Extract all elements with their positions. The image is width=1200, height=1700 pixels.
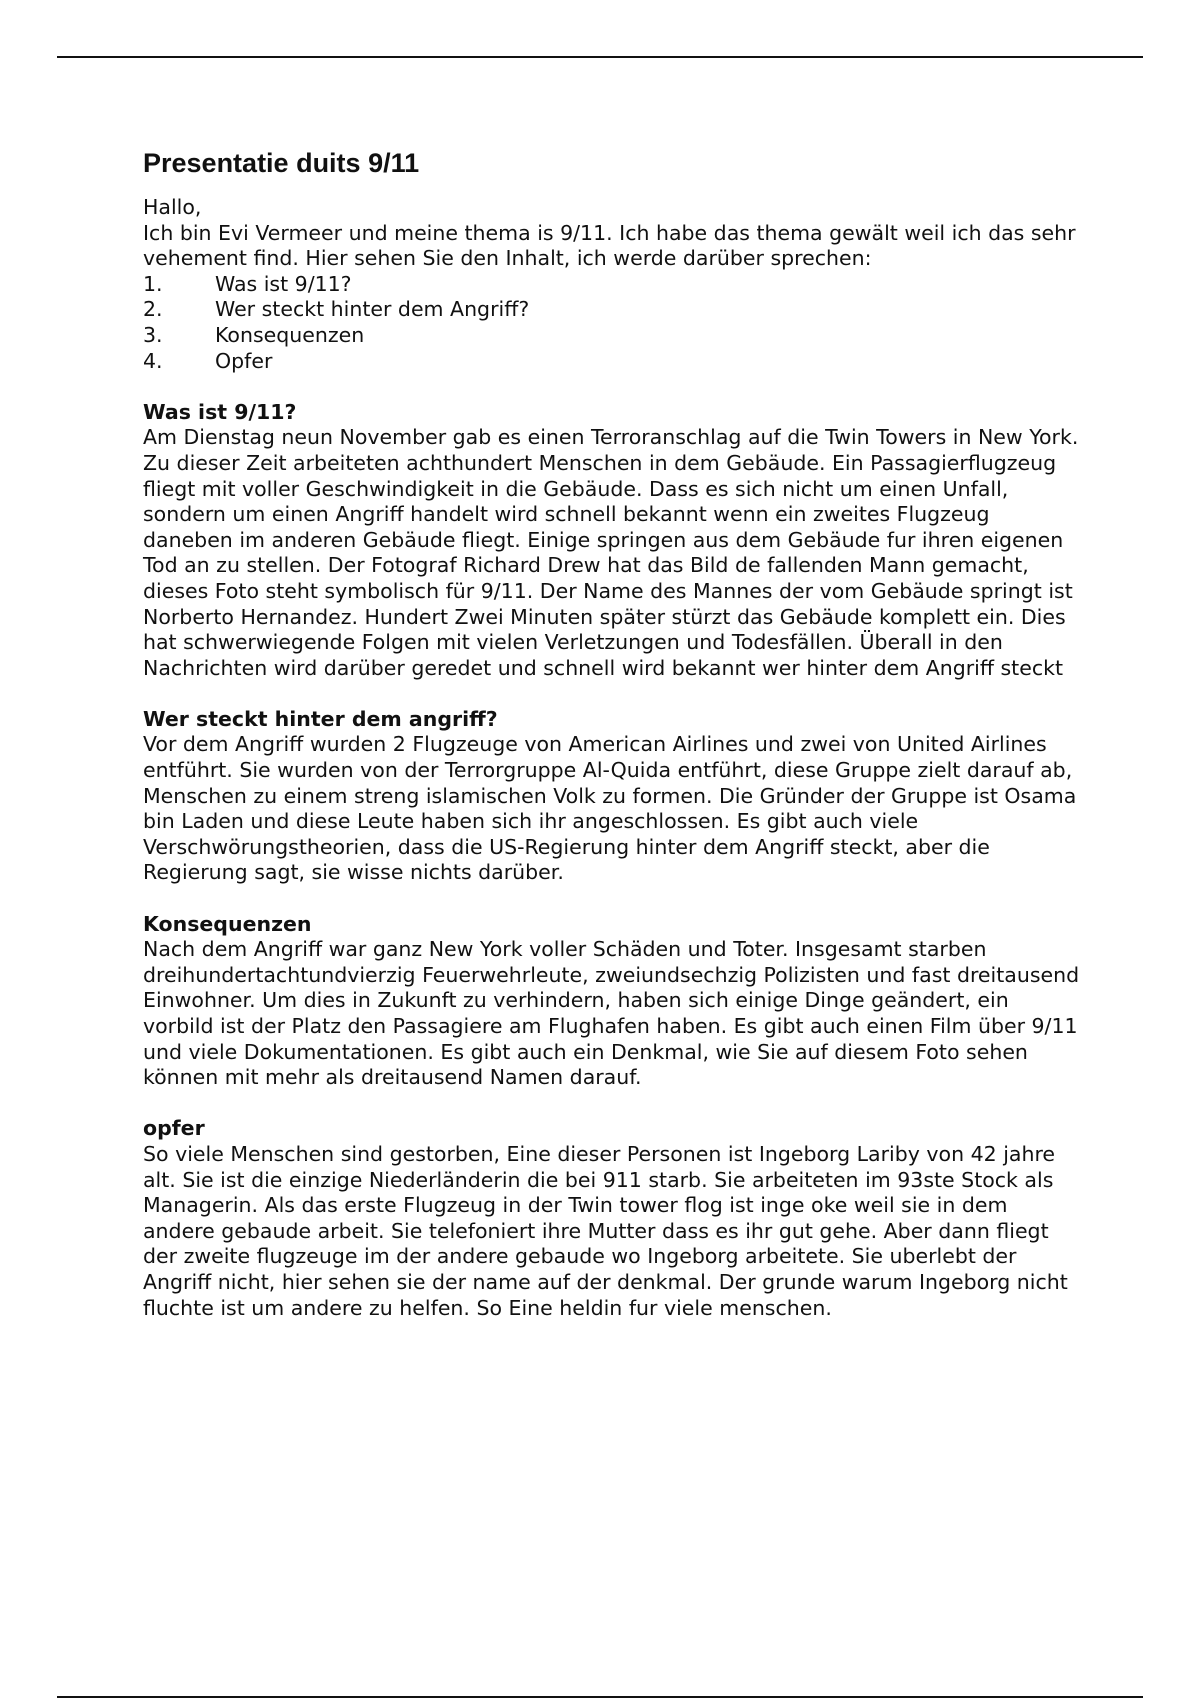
section-wer-steckt-dahinter — [143, 707, 1083, 886]
intro-paragraph: Ich bin Evi Vermeer und meine thema is 9/11. Ich habe das thema gewält weil ich das sehr vehement find. Hier sehen Sie den Inhalt, ich werde darüber sprechen: — [143, 220, 1076, 271]
footer-rule — [57, 1696, 1143, 1698]
list-text: Was ist 9/11? — [215, 271, 352, 296]
section-heading: opfer — [143, 1116, 205, 1141]
list-text: Opfer — [215, 348, 273, 373]
list-item — [143, 297, 1083, 323]
section-paragraph: So viele Menschen sind gestorben, Eine dieser Personen ist Ingeborg Lariby von 42 jahre alt. Sie ist die einzige Niederländerin die bei 911 starb. Sie arbeiteten im 93ste Stock als Managerin. Als das erste Flugzeug in der Twin tower flog ist inge oke weil sie in dem andere gebaude arbeit. Sie telefoniert ihre Mutter dass es ihr gut gehe. Aber dann fliegt der zweite flugzeuge im der andere gebaude wo Ingeborg arbeitete. Sie uberlebt der Angriff nicht, hier sehen sie der name auf der denkmal. Der grunde warum Ingeborg nicht fluchte ist um andere zu helfen. So Eine heldin fur viele menschen. — [143, 1141, 1068, 1320]
list-number: 3. — [143, 322, 163, 347]
list-item — [143, 323, 1083, 349]
list-number: 4. — [143, 348, 163, 373]
section-heading: Was ist 9/11? — [143, 399, 297, 424]
contents-list — [143, 272, 1083, 374]
section-paragraph: Am Dienstag neun November gab es einen Terroranschlag auf die Twin Towers in New York. Zu dieser Zeit arbeiteten achthundert Menschen in dem Gebäude. Ein Passagierflugzeug fliegt mit voller Geschwindigkeit in die Gebäude. Dass es sich nicht um einen Unfall, sondern um einen Angriff handelt wird schnell bekannt wenn ein zweites Flugzeug daneben im anderen Gebäude fliegt. Einige springen aus dem Gebäude fur ihren eigenen Tod an zu stellen. Der Fotograf Richard Drew hat das Bild de fallenden Mann gemacht, dieses Foto steht symbolisch für 9/11. Der Name des Mannes der vom Gebäude springt ist Norberto Hernandez. Hundert Zwei Minuten später stürzt das Gebäude komplett ein. Dies hat schwerwiegende Folgen mit vielen Verletzungen und Todesfällen. Überall in den Nachrichten wird darüber geredet und schnell wird bekannt wer hinter dem Angriff steckt — [143, 425, 1079, 680]
section-paragraph: Nach dem Angriff war ganz New York voller Schäden und Toter. Insgesamt starben dreihundertachtundvierzig Feuerwehrleute, zweiundsechzig Polizisten und fast dreitausend Einwohner. Um dies in Zukunft zu verhindern, haben sich einige Dinge geändert, ein vorbild ist der Platz den Passagiere am Flughafen haben. Es gibt auch einen Film über 9/11 und viele Dokumentationen. Es gibt auch ein Denkmal, wie Sie auf diesem Foto sehen können mit mehr als dreitausend Namen darauf. — [143, 937, 1080, 1090]
list-number: 1. — [143, 271, 163, 296]
section-was-ist-911 — [143, 400, 1083, 682]
document-body — [143, 146, 1083, 1321]
document-title: Presentatie duits 9/11 — [143, 148, 420, 178]
list-text: Wer steckt hinter dem Angriff? — [215, 297, 530, 322]
list-text: Konsequenzen — [215, 322, 365, 347]
header-rule — [57, 56, 1143, 58]
greeting: Hallo, — [143, 195, 202, 219]
section-heading: Konsequenzen — [143, 911, 312, 936]
section-opfer — [143, 1116, 1083, 1321]
list-item — [143, 272, 1083, 298]
list-number: 2. — [143, 297, 163, 322]
section-paragraph: Vor dem Angriff wurden 2 Flugzeuge von American Airlines und zwei von United Airlines entführt. Sie wurden von der Terrorgruppe Al-Quida entführt, diese Gruppe zielt darauf ab, Menschen zu einem streng islamischen Volk zu formen. Die Gründer der Gruppe ist Osama bin Laden und diese Leute haben sich ihr angeschlossen. Es gibt auch viele Verschwörungstheorien, dass die US-Regierung hinter dem Angriff steckt, aber die Regierung sagt, sie wisse nichts darüber. — [143, 732, 1077, 885]
list-item — [143, 349, 1083, 375]
section-heading: Wer steckt hinter dem angriff? — [143, 706, 498, 731]
section-konsequenzen — [143, 912, 1083, 1091]
